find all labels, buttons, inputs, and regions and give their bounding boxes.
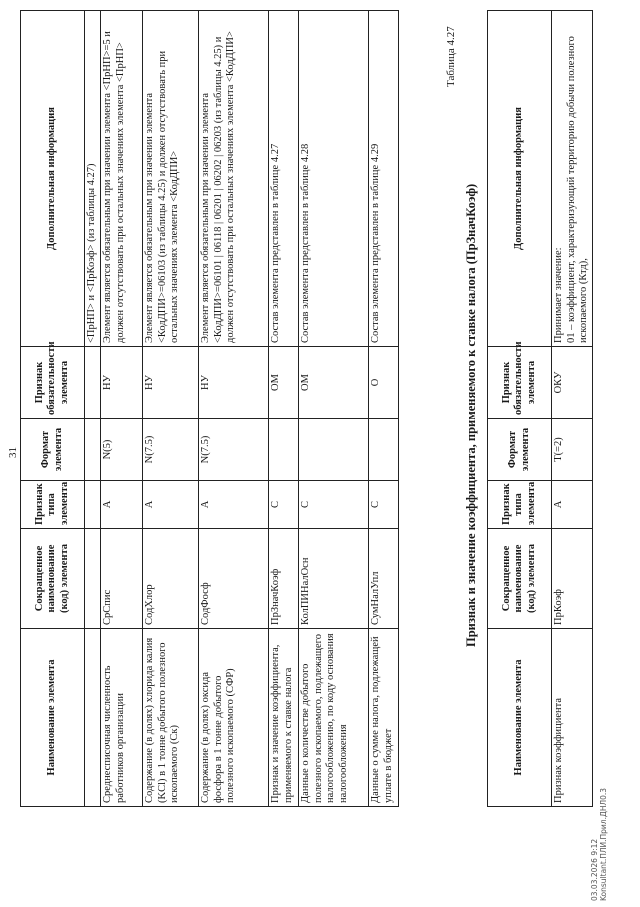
cell-format	[299, 419, 369, 481]
cell-name: Содержание (в долях) хлорида калия (KCl) в 1 тонне добытого полезного ископаемого (Ск)	[143, 629, 199, 807]
cell-format	[369, 419, 399, 481]
header-code: Сокращенное наименование (код) элемента	[488, 529, 552, 629]
header-info: Дополнительная информация	[21, 11, 85, 347]
cell-info: Элемент является обязательным при значении элемента <КодДПИ>=06103 (из таблицы 4.25) и должен отсутствовать при остальных значениях элемента <КодДПИ>	[143, 11, 199, 347]
header-required: Признак обязательности элемента	[488, 347, 552, 419]
cell-name: Признак и значение коэффициента, применяемого к ставке налога	[269, 629, 299, 807]
cell-name: Среднесписочная численность работников организации	[101, 629, 143, 807]
cell-type: С	[369, 481, 399, 529]
cell-info: Элемент является обязательным при значении элемента <КодДПИ>=06101 | 06118 | 06201 | 06202 | 06203 (из таблицы 4.25) и должен отсутствовать при остальных значениях элемента <КодДПИ>	[199, 11, 269, 347]
table-row	[299, 11, 369, 807]
cell-required: ОКУ	[552, 347, 593, 419]
cell-required: ОМ	[269, 347, 299, 419]
cell-code: СодФосф	[199, 529, 269, 629]
stamp-path: Konsultant.ПЛИ.Прил.ДНЛ0.3	[599, 787, 608, 901]
cell-type: С	[269, 481, 299, 529]
cell-code: СодХлор	[143, 529, 199, 629]
header-type: Признак типа элемента	[488, 481, 552, 529]
cell-type: С	[299, 481, 369, 529]
cell-type: А	[143, 481, 199, 529]
header-name: Наименование элемента	[21, 629, 85, 807]
info-line: Принимает значение:	[553, 247, 564, 343]
cell-format: N(5)	[101, 419, 143, 481]
table-row	[269, 11, 299, 807]
info-line: 01 – коэффициент, характеризующий территорию добычи полезного ископаемого (Ктд),	[565, 36, 590, 343]
cell-info	[552, 11, 593, 347]
cell-required: О	[369, 347, 399, 419]
cell-info: Состав элемента представлен в таблице 4.29	[369, 11, 399, 347]
cell-required: НУ	[199, 347, 269, 419]
cell-type: А	[552, 481, 593, 529]
cell-info: Элемент является обязательным при значении элемента <ПрНП>=5 и должен отсутствовать при остальных значениях элемента <ПрНП>	[101, 11, 143, 347]
print-stamp	[590, 788, 608, 901]
cell-info: <ПрНП> и <ПрКоэф> (из таблицы 4.27)	[85, 11, 101, 347]
table-header-row	[488, 11, 552, 807]
cell-name	[85, 629, 101, 807]
cell-code: ПрЗначКоэф	[269, 529, 299, 629]
header-code: Сокращенное наименование (код) элемента	[21, 529, 85, 629]
table-row	[143, 11, 199, 807]
table-header-row	[21, 11, 85, 807]
elements-table	[20, 10, 399, 807]
cell-code: СумНалУпл	[369, 529, 399, 629]
cell-required	[85, 347, 101, 419]
table-caption: Признак и значение коэффициента, применяемого к ставке налога (ПрЗначКоэф)	[464, 183, 478, 647]
stamp-date: 03.03.2026 9:12	[590, 838, 599, 901]
header-type: Признак типа элемента	[21, 481, 85, 529]
table-row	[369, 11, 399, 807]
table-number: Таблица 4.27	[445, 26, 457, 87]
header-required: Признак обязательности элемента	[21, 347, 85, 419]
table-row	[101, 11, 143, 807]
cell-type	[85, 481, 101, 529]
cell-type: А	[199, 481, 269, 529]
table-row	[199, 11, 269, 807]
cell-format: N(7.5)	[143, 419, 199, 481]
cell-code	[85, 529, 101, 629]
header-name: Наименование элемента	[488, 629, 552, 807]
page-number: 31	[7, 447, 19, 458]
cell-code: СрСпис	[101, 529, 143, 629]
table-row	[552, 11, 593, 807]
cell-format: N(7.5)	[199, 419, 269, 481]
header-format: Формат элемента	[21, 419, 85, 481]
cell-name: Признак коэффициента	[552, 629, 593, 807]
cell-info: Состав элемента представлен в таблице 4.28	[299, 11, 369, 347]
cell-info: Состав элемента представлен в таблице 4.27	[269, 11, 299, 347]
cell-name: Данные о количестве добытого полезного ископаемого, подлежащего налогообложению, по коду основания налогообложения	[299, 629, 369, 807]
cell-type: А	[101, 481, 143, 529]
cell-code: КолПИНалОсн	[299, 529, 369, 629]
cell-required: ОМ	[299, 347, 369, 419]
cell-name: Содержание (в долях) оксида фосфора в 1 тонне добытого полезного ископаемого (СФР)	[199, 629, 269, 807]
cell-code: ПрКоэф	[552, 529, 593, 629]
cell-format	[269, 419, 299, 481]
header-info: Дополнительная информация	[488, 11, 552, 347]
cell-format: T(=2)	[552, 419, 593, 481]
cell-name: Данные о сумме налога, подлежащей уплате в бюджет	[369, 629, 399, 807]
cell-required: НУ	[101, 347, 143, 419]
cell-format	[85, 419, 101, 481]
table-row	[85, 11, 101, 807]
coefficient-table	[487, 10, 593, 807]
header-format: Формат элемента	[488, 419, 552, 481]
cell-required: НУ	[143, 347, 199, 419]
